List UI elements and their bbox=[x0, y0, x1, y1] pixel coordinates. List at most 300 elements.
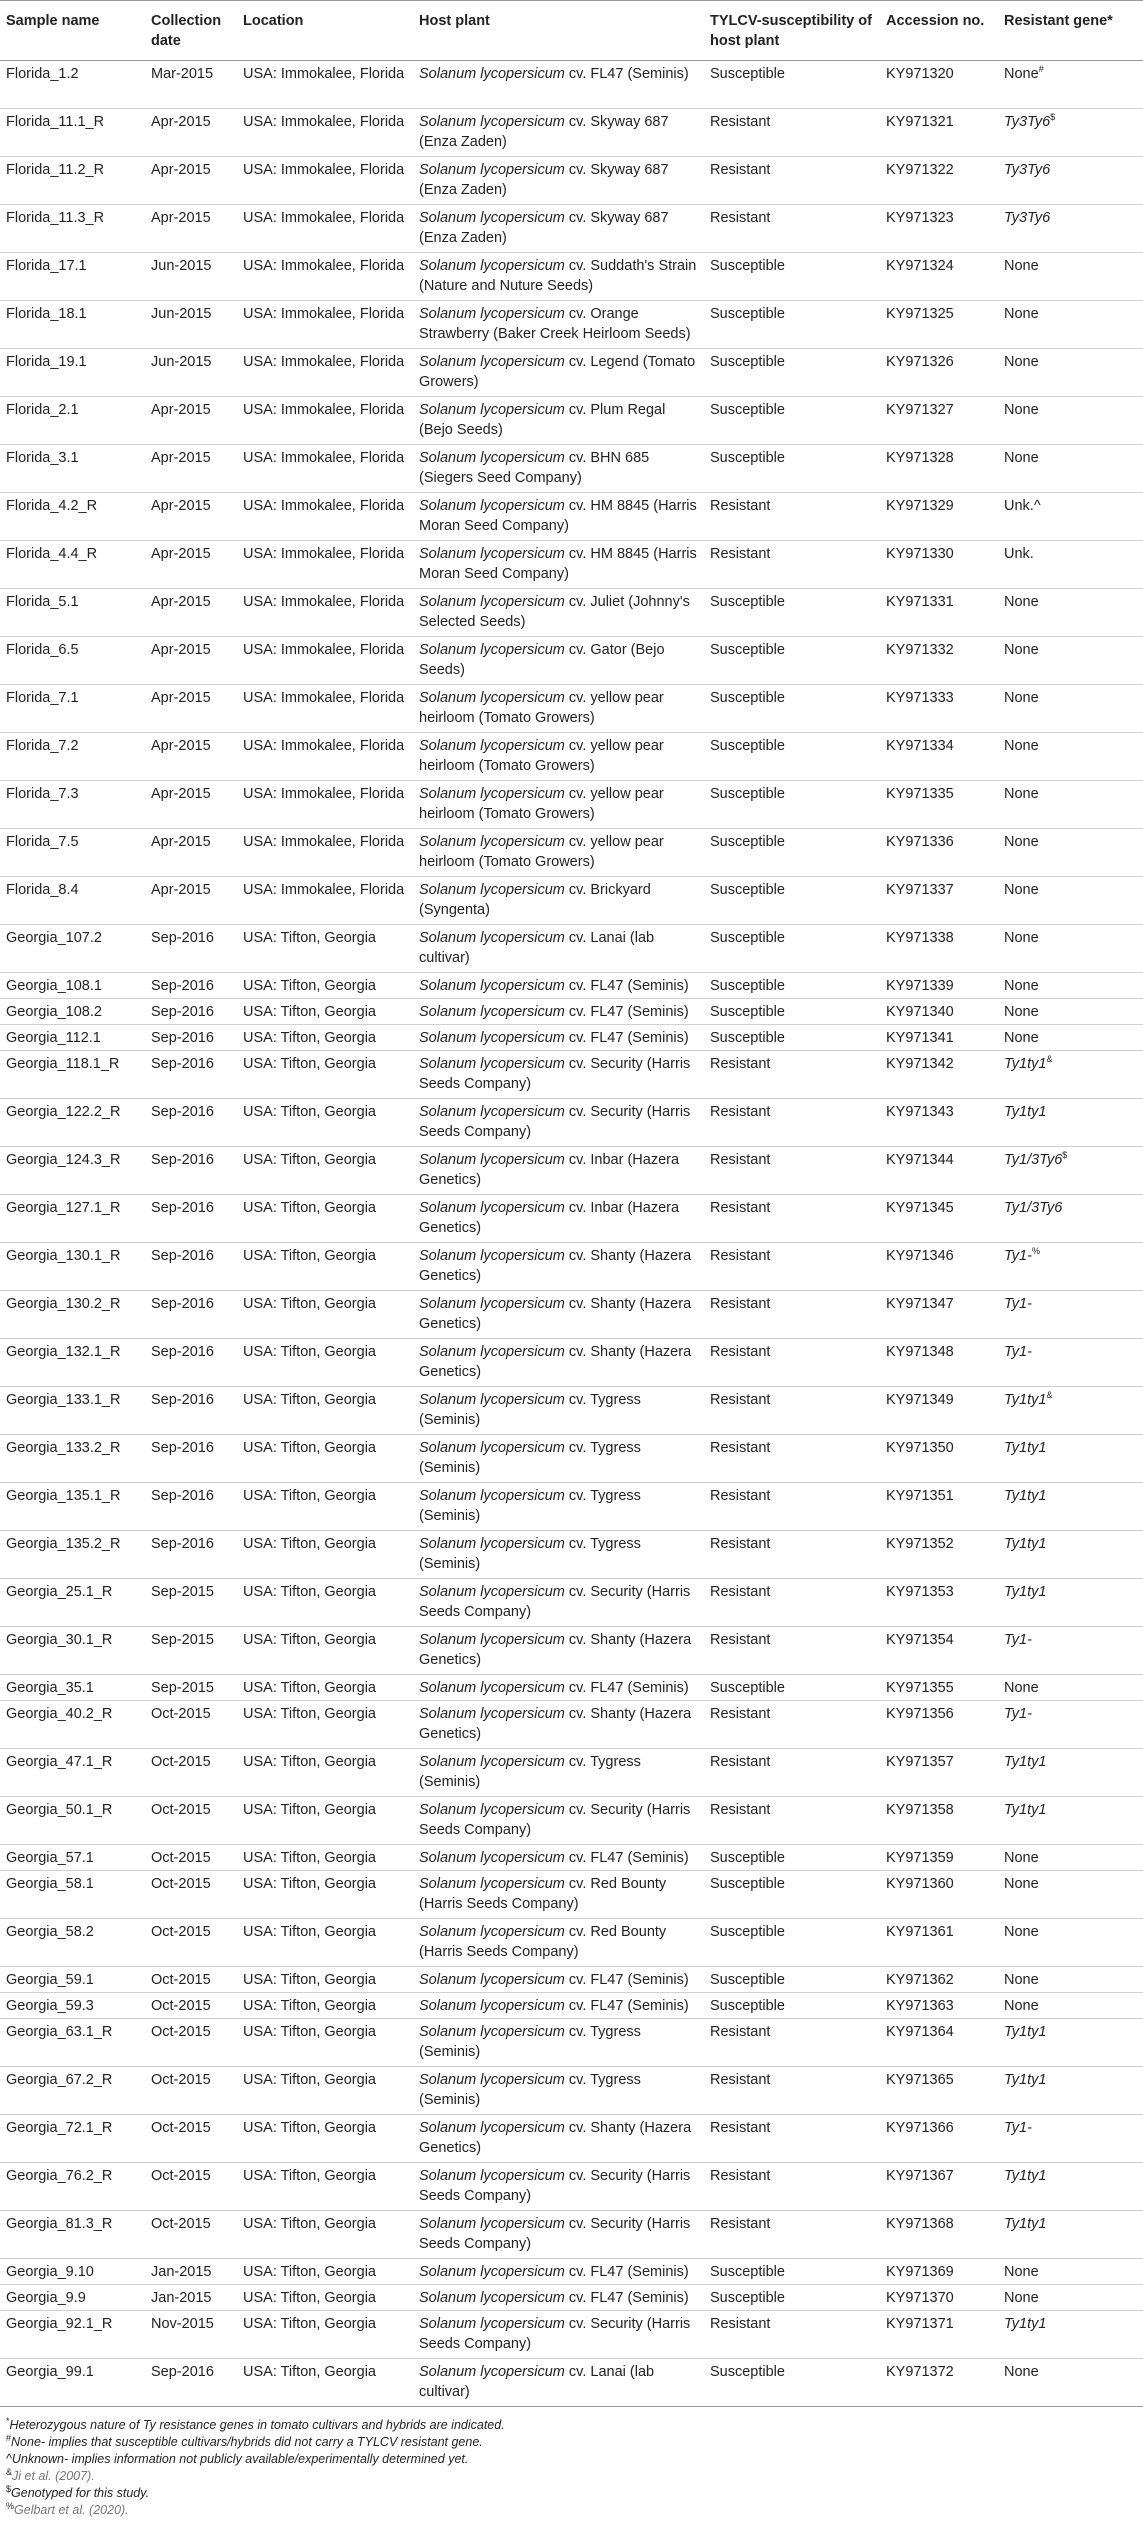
location-cell: USA: Tifton, Georgia bbox=[237, 1675, 413, 1701]
species-name: Solanum lycopersicum bbox=[419, 1680, 565, 1696]
accession-cell: KY971334 bbox=[880, 733, 998, 781]
cultivar-name: cv. FL47 (Seminis) bbox=[568, 2290, 689, 2306]
host-plant-cell bbox=[413, 2311, 704, 2359]
host-plant-cell bbox=[413, 2019, 704, 2067]
sample-name-cell: Florida_17.1 bbox=[0, 253, 145, 301]
species-name: Solanum lycopersicum bbox=[419, 546, 565, 562]
collection-date-cell: Apr-2015 bbox=[145, 781, 237, 829]
gene-value: None bbox=[1004, 1924, 1039, 1940]
collection-date-cell: Jun-2015 bbox=[145, 349, 237, 397]
sample-name-cell: Florida_18.1 bbox=[0, 301, 145, 349]
gene-value: None bbox=[1004, 402, 1039, 418]
accession-cell: KY971321 bbox=[880, 109, 998, 157]
host-plant-cell bbox=[413, 2285, 704, 2311]
susceptibility-cell: Susceptible bbox=[704, 1025, 880, 1051]
host-plant-cell bbox=[413, 1483, 704, 1531]
cultivar-name: cv. Security (Harris Seeds Company) bbox=[419, 1104, 691, 1140]
accession-cell: KY971344 bbox=[880, 1147, 998, 1195]
accession-cell: KY971351 bbox=[880, 1483, 998, 1531]
accession-cell: KY971359 bbox=[880, 1845, 998, 1871]
collection-date-cell: Oct-2015 bbox=[145, 2211, 237, 2259]
sample-name-cell: Florida_19.1 bbox=[0, 349, 145, 397]
susceptibility-cell: Resistant bbox=[704, 2067, 880, 2115]
table-row bbox=[0, 2259, 1143, 2285]
susceptibility-cell: Susceptible bbox=[704, 2259, 880, 2285]
resistant-gene-cell bbox=[998, 1531, 1143, 1579]
collection-date-cell: Sep-2016 bbox=[145, 999, 237, 1025]
location-cell: USA: Immokalee, Florida bbox=[237, 61, 413, 109]
host-plant-cell bbox=[413, 2359, 704, 2407]
table-row bbox=[0, 1339, 1143, 1387]
gene-value: Ty1ty1 bbox=[1004, 2168, 1047, 2184]
table-row bbox=[0, 1993, 1143, 2019]
collection-date-cell: Sep-2016 bbox=[145, 2359, 237, 2407]
resistant-gene-cell bbox=[998, 61, 1143, 109]
table-row bbox=[0, 1919, 1143, 1967]
collection-date-cell: Sep-2016 bbox=[145, 1291, 237, 1339]
host-plant-cell bbox=[413, 1797, 704, 1845]
collection-date-cell: Sep-2016 bbox=[145, 1387, 237, 1435]
sample-name-cell: Georgia_58.2 bbox=[0, 1919, 145, 1967]
species-name: Solanum lycopersicum bbox=[419, 210, 565, 226]
cultivar-name: cv. Tygress (Seminis) bbox=[419, 1440, 641, 1476]
susceptibility-cell: Susceptible bbox=[704, 973, 880, 999]
species-name: Solanum lycopersicum bbox=[419, 2072, 565, 2088]
table-row bbox=[0, 1435, 1143, 1483]
sample-name-cell: Georgia_133.1_R bbox=[0, 1387, 145, 1435]
accession-cell: KY971340 bbox=[880, 999, 998, 1025]
location-cell: USA: Immokalee, Florida bbox=[237, 157, 413, 205]
cultivar-name: cv. Shanty (Hazera Genetics) bbox=[419, 2120, 692, 2156]
resistant-gene-cell bbox=[998, 925, 1143, 973]
accession-cell: KY971372 bbox=[880, 2359, 998, 2407]
host-plant-cell bbox=[413, 1845, 704, 1871]
collection-date-cell: Sep-2016 bbox=[145, 1531, 237, 1579]
resistant-gene-cell bbox=[998, 349, 1143, 397]
resistant-gene-cell bbox=[998, 1919, 1143, 1967]
cultivar-name: cv. yellow pear heirloom (Tomato Growers) bbox=[419, 786, 664, 822]
collection-date-cell: Oct-2015 bbox=[145, 1845, 237, 1871]
species-name: Solanum lycopersicum bbox=[419, 258, 565, 274]
host-plant-cell bbox=[413, 1387, 704, 1435]
gene-value: None bbox=[1004, 1972, 1039, 1988]
species-name: Solanum lycopersicum bbox=[419, 1924, 565, 1940]
collection-date-cell: Sep-2015 bbox=[145, 1675, 237, 1701]
sample-name-cell: Georgia_59.3 bbox=[0, 1993, 145, 2019]
footnotes bbox=[0, 2407, 1143, 2519]
species-name: Solanum lycopersicum bbox=[419, 834, 565, 850]
accession-cell: KY971337 bbox=[880, 877, 998, 925]
species-name: Solanum lycopersicum bbox=[419, 642, 565, 658]
gene-value: Ty1ty1 bbox=[1004, 1584, 1047, 1600]
species-name: Solanum lycopersicum bbox=[419, 1706, 565, 1722]
susceptibility-cell: Resistant bbox=[704, 2311, 880, 2359]
species-name: Solanum lycopersicum bbox=[419, 1876, 565, 1892]
susceptibility-cell: Resistant bbox=[704, 1339, 880, 1387]
cultivar-name: cv. Inbar (Hazera Genetics) bbox=[419, 1200, 680, 1236]
sample-name-cell: Florida_8.4 bbox=[0, 877, 145, 925]
collection-date-cell: Apr-2015 bbox=[145, 637, 237, 685]
cultivar-name: cv. Plum Regal (Bejo Seeds) bbox=[419, 402, 666, 438]
host-plant-cell bbox=[413, 999, 704, 1025]
species-name: Solanum lycopersicum bbox=[419, 114, 565, 130]
resistant-gene-cell bbox=[998, 1099, 1143, 1147]
gene-value: Ty1ty1 bbox=[1004, 1488, 1047, 1504]
header-location: Location bbox=[237, 1, 413, 61]
cultivar-name: cv. Security (Harris Seeds Company) bbox=[419, 2216, 691, 2252]
susceptibility-cell: Susceptible bbox=[704, 999, 880, 1025]
cultivar-name: cv. Shanty (Hazera Genetics) bbox=[419, 1706, 692, 1742]
location-cell: USA: Tifton, Georgia bbox=[237, 1435, 413, 1483]
susceptibility-cell: Resistant bbox=[704, 1147, 880, 1195]
table-row bbox=[0, 1701, 1143, 1749]
accession-cell: KY971320 bbox=[880, 61, 998, 109]
sample-name-cell: Georgia_40.2_R bbox=[0, 1701, 145, 1749]
table-row bbox=[0, 1797, 1143, 1845]
table-row bbox=[0, 1483, 1143, 1531]
host-plant-cell bbox=[413, 1675, 704, 1701]
collection-date-cell: Oct-2015 bbox=[145, 1797, 237, 1845]
table-row bbox=[0, 301, 1143, 349]
species-name: Solanum lycopersicum bbox=[419, 2290, 565, 2306]
cultivar-name: cv. HM 8845 (Harris Moran Seed Company) bbox=[419, 546, 697, 582]
accession-cell: KY971349 bbox=[880, 1387, 998, 1435]
table-row bbox=[0, 1291, 1143, 1339]
resistant-gene-cell bbox=[998, 1845, 1143, 1871]
table-header bbox=[0, 1, 1143, 61]
species-name: Solanum lycopersicum bbox=[419, 1536, 565, 1552]
gene-value: None bbox=[1004, 450, 1039, 466]
header-sample-name: Sample name bbox=[0, 1, 145, 61]
accession-cell: KY971335 bbox=[880, 781, 998, 829]
sample-name-cell: Georgia_50.1_R bbox=[0, 1797, 145, 1845]
header-resistant-gene: Resistant gene* bbox=[998, 1, 1143, 61]
susceptibility-cell: Susceptible bbox=[704, 397, 880, 445]
species-name: Solanum lycopersicum bbox=[419, 1392, 565, 1408]
accession-cell: KY971353 bbox=[880, 1579, 998, 1627]
cultivar-name: cv. Security (Harris Seeds Company) bbox=[419, 1056, 691, 1092]
cultivar-name: cv. Orange Strawberry (Baker Creek Heirloom Seeds) bbox=[419, 306, 691, 342]
sample-name-cell: Florida_5.1 bbox=[0, 589, 145, 637]
sample-name-cell: Georgia_35.1 bbox=[0, 1675, 145, 1701]
sample-name-cell: Florida_11.2_R bbox=[0, 157, 145, 205]
gene-value: Ty1ty1 bbox=[1004, 1440, 1047, 1456]
resistant-gene-cell bbox=[998, 493, 1143, 541]
susceptibility-cell: Susceptible bbox=[704, 637, 880, 685]
cultivar-name: cv. Shanty (Hazera Genetics) bbox=[419, 1344, 692, 1380]
gene-value: None bbox=[1004, 258, 1039, 274]
location-cell: USA: Tifton, Georgia bbox=[237, 973, 413, 999]
collection-date-cell: Sep-2016 bbox=[145, 1099, 237, 1147]
susceptibility-cell: Susceptible bbox=[704, 301, 880, 349]
collection-date-cell: Sep-2016 bbox=[145, 1195, 237, 1243]
gene-footnote-mark: & bbox=[1046, 1390, 1053, 1401]
accession-cell: KY971330 bbox=[880, 541, 998, 589]
table-row bbox=[0, 1195, 1143, 1243]
accession-cell: KY971345 bbox=[880, 1195, 998, 1243]
location-cell: USA: Tifton, Georgia bbox=[237, 1967, 413, 1993]
accession-cell: KY971354 bbox=[880, 1627, 998, 1675]
species-name: Solanum lycopersicum bbox=[419, 1030, 565, 1046]
susceptibility-cell: Susceptible bbox=[704, 1919, 880, 1967]
sample-name-cell: Georgia_118.1_R bbox=[0, 1051, 145, 1099]
gene-value: Ty1ty1 bbox=[1004, 1754, 1047, 1770]
location-cell: USA: Tifton, Georgia bbox=[237, 2019, 413, 2067]
species-name: Solanum lycopersicum bbox=[419, 2264, 565, 2280]
table-row bbox=[0, 1675, 1143, 1701]
resistant-gene-cell bbox=[998, 2163, 1143, 2211]
species-name: Solanum lycopersicum bbox=[419, 402, 565, 418]
susceptibility-cell: Susceptible bbox=[704, 589, 880, 637]
accession-cell: KY971333 bbox=[880, 685, 998, 733]
footnote-text: Ji et al. (2007). bbox=[12, 2469, 95, 2483]
susceptibility-cell: Susceptible bbox=[704, 445, 880, 493]
collection-date-cell: Apr-2015 bbox=[145, 157, 237, 205]
collection-date-cell: Apr-2015 bbox=[145, 397, 237, 445]
susceptibility-cell: Susceptible bbox=[704, 2359, 880, 2407]
collection-date-cell: Oct-2015 bbox=[145, 1967, 237, 1993]
footnote-line bbox=[6, 2502, 1137, 2519]
location-cell: USA: Immokalee, Florida bbox=[237, 589, 413, 637]
accession-cell: KY971346 bbox=[880, 1243, 998, 1291]
species-name: Solanum lycopersicum bbox=[419, 354, 565, 370]
collection-date-cell: Oct-2015 bbox=[145, 2163, 237, 2211]
footnote-mark: & bbox=[6, 2466, 13, 2477]
table-row bbox=[0, 109, 1143, 157]
accession-cell: KY971371 bbox=[880, 2311, 998, 2359]
resistant-gene-cell bbox=[998, 541, 1143, 589]
resistant-gene-cell bbox=[998, 1291, 1143, 1339]
resistant-gene-cell bbox=[998, 1435, 1143, 1483]
susceptibility-cell: Susceptible bbox=[704, 1845, 880, 1871]
gene-value: None bbox=[1004, 1030, 1039, 1046]
collection-date-cell: Apr-2015 bbox=[145, 877, 237, 925]
susceptibility-cell: Resistant bbox=[704, 1435, 880, 1483]
susceptibility-cell: Susceptible bbox=[704, 349, 880, 397]
location-cell: USA: Tifton, Georgia bbox=[237, 1243, 413, 1291]
table-row bbox=[0, 877, 1143, 925]
location-cell: USA: Immokalee, Florida bbox=[237, 685, 413, 733]
collection-date-cell: Jun-2015 bbox=[145, 301, 237, 349]
table-row bbox=[0, 2285, 1143, 2311]
species-name: Solanum lycopersicum bbox=[419, 2024, 565, 2040]
resistant-gene-cell bbox=[998, 589, 1143, 637]
gene-value: None bbox=[1004, 642, 1039, 658]
sample-name-cell: Georgia_127.1_R bbox=[0, 1195, 145, 1243]
species-name: Solanum lycopersicum bbox=[419, 1152, 565, 1168]
resistant-gene-cell bbox=[998, 397, 1143, 445]
cultivar-name: cv. Tygress (Seminis) bbox=[419, 2072, 641, 2108]
table-row bbox=[0, 2067, 1143, 2115]
species-name: Solanum lycopersicum bbox=[419, 594, 565, 610]
sample-name-cell: Florida_6.5 bbox=[0, 637, 145, 685]
collection-date-cell: Nov-2015 bbox=[145, 2311, 237, 2359]
resistant-gene-cell bbox=[998, 253, 1143, 301]
gene-footnote-mark: % bbox=[1031, 1246, 1040, 1257]
host-plant-cell bbox=[413, 1291, 704, 1339]
cultivar-name: cv. Lanai (lab cultivar) bbox=[419, 2364, 655, 2400]
host-plant-cell bbox=[413, 157, 704, 205]
susceptibility-cell: Resistant bbox=[704, 2115, 880, 2163]
sample-name-cell: Florida_2.1 bbox=[0, 397, 145, 445]
location-cell: USA: Tifton, Georgia bbox=[237, 1749, 413, 1797]
cultivar-name: cv. Shanty (Hazera Genetics) bbox=[419, 1248, 692, 1284]
host-plant-cell bbox=[413, 1339, 704, 1387]
gene-value: None bbox=[1004, 1004, 1039, 1020]
susceptibility-cell: Susceptible bbox=[704, 877, 880, 925]
cultivar-name: cv. Security (Harris Seeds Company) bbox=[419, 1584, 691, 1620]
accession-cell: KY971324 bbox=[880, 253, 998, 301]
resistant-gene-cell bbox=[998, 2285, 1143, 2311]
header-susceptibility: TYLCV-susceptibility of host plant bbox=[704, 1, 880, 61]
sample-name-cell: Georgia_25.1_R bbox=[0, 1579, 145, 1627]
gene-value: Ty1ty1 bbox=[1004, 1536, 1047, 1552]
location-cell: USA: Tifton, Georgia bbox=[237, 2211, 413, 2259]
accession-cell: KY971358 bbox=[880, 1797, 998, 1845]
collection-date-cell: Jan-2015 bbox=[145, 2285, 237, 2311]
resistant-gene-cell bbox=[998, 781, 1143, 829]
accession-cell: KY971356 bbox=[880, 1701, 998, 1749]
host-plant-cell bbox=[413, 877, 704, 925]
table-row bbox=[0, 157, 1143, 205]
susceptibility-cell: Resistant bbox=[704, 1291, 880, 1339]
table-row bbox=[0, 61, 1143, 109]
gene-footnote-mark: $ bbox=[1050, 112, 1056, 123]
cultivar-name: cv. FL47 (Seminis) bbox=[568, 1030, 689, 1046]
footnote-mark: # bbox=[6, 2432, 12, 2443]
gene-value: Unk.^ bbox=[1004, 498, 1041, 514]
accession-cell: KY971341 bbox=[880, 1025, 998, 1051]
species-name: Solanum lycopersicum bbox=[419, 2364, 565, 2380]
host-plant-cell bbox=[413, 781, 704, 829]
footnote-line bbox=[6, 2434, 1137, 2451]
gene-value: None bbox=[1004, 930, 1039, 946]
sample-name-cell: Georgia_92.1_R bbox=[0, 2311, 145, 2359]
cultivar-name: cv. FL47 (Seminis) bbox=[568, 978, 689, 994]
resistant-gene-cell bbox=[998, 1339, 1143, 1387]
sample-name-cell: Georgia_122.2_R bbox=[0, 1099, 145, 1147]
table-row bbox=[0, 541, 1143, 589]
species-name: Solanum lycopersicum bbox=[419, 2120, 565, 2136]
collection-date-cell: Oct-2015 bbox=[145, 1701, 237, 1749]
sample-name-cell: Georgia_112.1 bbox=[0, 1025, 145, 1051]
species-name: Solanum lycopersicum bbox=[419, 786, 565, 802]
species-name: Solanum lycopersicum bbox=[419, 306, 565, 322]
location-cell: USA: Tifton, Georgia bbox=[237, 2311, 413, 2359]
species-name: Solanum lycopersicum bbox=[419, 1104, 565, 1120]
footnote-text: Gelbart et al. (2020). bbox=[14, 2503, 129, 2517]
gene-value: None bbox=[1004, 354, 1039, 370]
sample-name-cell: Georgia_59.1 bbox=[0, 1967, 145, 1993]
table-row bbox=[0, 205, 1143, 253]
collection-date-cell: Apr-2015 bbox=[145, 733, 237, 781]
resistant-gene-cell bbox=[998, 1579, 1143, 1627]
collection-date-cell: Oct-2015 bbox=[145, 1919, 237, 1967]
resistant-gene-cell bbox=[998, 1025, 1143, 1051]
collection-date-cell: Sep-2016 bbox=[145, 1051, 237, 1099]
species-name: Solanum lycopersicum bbox=[419, 1972, 565, 1988]
accession-cell: KY971357 bbox=[880, 1749, 998, 1797]
species-name: Solanum lycopersicum bbox=[419, 930, 565, 946]
table-row bbox=[0, 2311, 1143, 2359]
cultivar-name: cv. yellow pear heirloom (Tomato Growers) bbox=[419, 690, 664, 726]
species-name: Solanum lycopersicum bbox=[419, 1344, 565, 1360]
sample-name-cell: Georgia_130.1_R bbox=[0, 1243, 145, 1291]
cultivar-name: cv. FL47 (Seminis) bbox=[568, 2264, 689, 2280]
collection-date-cell: Sep-2016 bbox=[145, 1339, 237, 1387]
footnote-line bbox=[6, 2451, 1137, 2468]
sample-name-cell: Georgia_72.1_R bbox=[0, 2115, 145, 2163]
gene-value: Ty1ty1 bbox=[1004, 1392, 1047, 1408]
resistant-gene-cell bbox=[998, 1871, 1143, 1919]
resistant-gene-cell bbox=[998, 973, 1143, 999]
footnote-mark: * bbox=[6, 2415, 10, 2426]
susceptibility-cell: Resistant bbox=[704, 1051, 880, 1099]
collection-date-cell: Apr-2015 bbox=[145, 445, 237, 493]
footnote-line bbox=[6, 2468, 1137, 2485]
accession-cell: KY971338 bbox=[880, 925, 998, 973]
table-row bbox=[0, 397, 1143, 445]
table-row bbox=[0, 1845, 1143, 1871]
accession-cell: KY971342 bbox=[880, 1051, 998, 1099]
gene-value: None bbox=[1004, 1680, 1039, 1696]
accession-cell: KY971331 bbox=[880, 589, 998, 637]
cultivar-name: cv. FL47 (Seminis) bbox=[568, 1850, 689, 1866]
cultivar-name: cv. Tygress (Seminis) bbox=[419, 1488, 641, 1524]
gene-value: Ty1- bbox=[1004, 1344, 1032, 1360]
accession-cell: KY971362 bbox=[880, 1967, 998, 1993]
sample-name-cell: Georgia_135.2_R bbox=[0, 1531, 145, 1579]
table-body bbox=[0, 61, 1143, 2407]
susceptibility-cell: Resistant bbox=[704, 109, 880, 157]
gene-value: Ty1- bbox=[1004, 1706, 1032, 1722]
accession-cell: KY971343 bbox=[880, 1099, 998, 1147]
species-name: Solanum lycopersicum bbox=[419, 1004, 565, 1020]
cultivar-name: cv. Red Bounty (Harris Seeds Company) bbox=[419, 1924, 667, 1960]
resistant-gene-cell bbox=[998, 205, 1143, 253]
sample-name-cell: Florida_7.2 bbox=[0, 733, 145, 781]
location-cell: USA: Immokalee, Florida bbox=[237, 733, 413, 781]
location-cell: USA: Tifton, Georgia bbox=[237, 1483, 413, 1531]
gene-value: Ty1- bbox=[1004, 1632, 1032, 1648]
susceptibility-cell: Susceptible bbox=[704, 733, 880, 781]
resistant-gene-cell bbox=[998, 637, 1143, 685]
host-plant-cell bbox=[413, 397, 704, 445]
gene-value: Ty1ty1 bbox=[1004, 1104, 1047, 1120]
table-row bbox=[0, 253, 1143, 301]
sample-name-cell: Florida_7.1 bbox=[0, 685, 145, 733]
collection-date-cell: Apr-2015 bbox=[145, 685, 237, 733]
location-cell: USA: Tifton, Georgia bbox=[237, 1025, 413, 1051]
sample-name-cell: Georgia_107.2 bbox=[0, 925, 145, 973]
location-cell: USA: Tifton, Georgia bbox=[237, 1797, 413, 1845]
gene-value: Unk. bbox=[1004, 546, 1034, 562]
species-name: Solanum lycopersicum bbox=[419, 2316, 565, 2332]
species-name: Solanum lycopersicum bbox=[419, 978, 565, 994]
table-row bbox=[0, 349, 1143, 397]
gene-value: None bbox=[1004, 2290, 1039, 2306]
resistant-gene-cell bbox=[998, 2115, 1143, 2163]
collection-date-cell: Apr-2015 bbox=[145, 541, 237, 589]
sample-name-cell: Georgia_133.2_R bbox=[0, 1435, 145, 1483]
location-cell: USA: Tifton, Georgia bbox=[237, 999, 413, 1025]
cultivar-name: cv. Gator (Bejo Seeds) bbox=[419, 642, 665, 678]
resistant-gene-cell bbox=[998, 2067, 1143, 2115]
resistant-gene-cell bbox=[998, 2019, 1143, 2067]
resistant-gene-cell bbox=[998, 1797, 1143, 1845]
cultivar-name: cv. Tygress (Seminis) bbox=[419, 1754, 641, 1790]
susceptibility-cell: Resistant bbox=[704, 493, 880, 541]
